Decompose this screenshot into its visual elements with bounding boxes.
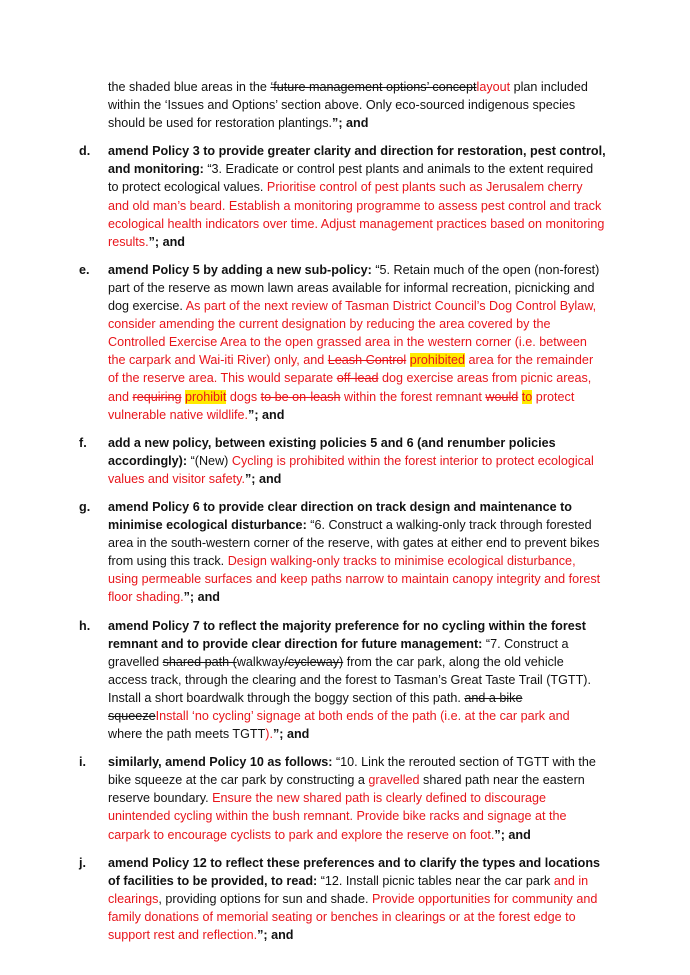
bold-text: ”; and [248, 407, 285, 422]
list-item-text [108, 261, 606, 424]
text-run: “3. Eradicate or control pest plants and animals to the extent required to protect ecological values. [108, 162, 594, 195]
bold-text: ”; and [244, 471, 282, 486]
text-run: walkway [236, 654, 285, 669]
inserted-text: Design walking-only tracks to minimise ecological disturbance, using permeable surfaces and keep paths narrow to maintain canopy integrity and forest floor shading. [108, 554, 601, 605]
list-marker: e. [79, 262, 90, 277]
inserted-text: Cycling is prohibited within the forest interior to protect ecological values and visitor safety. [108, 453, 594, 486]
deleted-text: to be on-leash [260, 389, 341, 404]
deleted-text: /cycleway) [284, 654, 344, 669]
deleted-text: and a bike squeeze [108, 690, 523, 723]
text-run: “7. Construct a gravelled [108, 636, 569, 669]
bold-text: ”; and [183, 590, 221, 605]
inserted-text: dogs [226, 389, 261, 404]
bold-text: ”; and [494, 827, 531, 842]
list-marker: g. [79, 499, 91, 514]
list-item-text [108, 854, 606, 944]
list-marker: f. [79, 435, 87, 450]
bold-text: amend Policy 7 to reflect the majority preference for no cycling within the forest remnant and to provide clear direction for future management: [108, 618, 586, 651]
inserted-text: Install ‘no cycling’ signage at both ends of the path (i.e. at the car park and [155, 709, 570, 723]
bold-text: add a new policy, between existing policies 5 and 6 (and renumber policies accordingly): [108, 435, 556, 468]
deleted-text: off-lead [336, 371, 379, 386]
inserted-text: As part of the next review of Tasman District Council’s Dog Control Bylaw, consider amending the current designation by reducing the area covered by the Controlled Exercise Area to the open grassed area in the western corner (i.e. between the carpark and Wai-iti River) only, and [108, 299, 597, 368]
list-item [79, 498, 606, 607]
bold-text: amend Policy 3 to provide greater clarity and direction for restoration, pest control, and monitoring: [108, 144, 606, 177]
list-marker: i. [79, 755, 86, 770]
bold-text: ”; and [257, 928, 294, 943]
list-marker: j. [79, 855, 86, 870]
bold-text: amend Policy 6 to provide clear direction on track design and maintenance to minimise ecological disturbance: [108, 499, 572, 533]
text-run: from the car park, along the old vehicle access track, through the clearing and the forest to Tasman’s Great Taste Trail (TGTT). Install a short boardwalk through the boggy section of this path. [108, 654, 591, 705]
deleted-text: ‘future management options’ concept [270, 80, 477, 94]
inserted-text: gravelled [368, 773, 420, 788]
text-run: plan included within the ‘Issues and Options’ section above. Only eco-sourced indigenous species should be used for restoration plantings. [108, 80, 588, 131]
deleted-text: would [485, 389, 519, 404]
list-item [79, 434, 606, 488]
list-item [79, 854, 606, 944]
list-marker: h. [79, 618, 91, 633]
list-item-text [108, 142, 606, 251]
intro-paragraph [108, 78, 606, 132]
deleted-text: Leash Control [327, 353, 407, 368]
bold-text: ”; and [148, 234, 185, 249]
inserted-text: layout [476, 80, 511, 94]
list-marker: d. [79, 144, 91, 159]
text-run: “10. Link the rerouted section of TGTT with the bike squeeze at the car park by constructing a [108, 755, 596, 788]
highlighted-insertion: prohibit [185, 389, 227, 404]
list-item-text [108, 434, 606, 488]
text-run: shared path near the eastern reserve boundary. [108, 773, 585, 806]
text-run: “6. Construct a walking-only track through forested area in the south-western corner of the reserve, with gates at either end to prevent bikes from using this track. [108, 518, 600, 569]
bold-text: similarly, amend Policy 10 as follows: [108, 755, 333, 770]
inserted-text: and in clearings [108, 873, 589, 906]
list-item [79, 617, 606, 744]
inserted-text: dog exercise areas from picnic areas, and [108, 371, 592, 404]
inserted-text: ). [265, 727, 273, 742]
bold-text: ”; and [332, 116, 369, 131]
bold-text: amend Policy 5 by adding a new sub-policy: [108, 262, 372, 277]
highlighted-insertion: prohibited [409, 353, 466, 368]
list-item-text [108, 617, 606, 744]
text-run: where the path meets TGTT [108, 727, 266, 742]
inserted-text: area for the remainder of the reserve area. This would separate [108, 353, 594, 386]
amendment-list [79, 142, 606, 944]
list-item [79, 261, 606, 424]
text-run: , providing options for sun and shade. [158, 891, 372, 906]
inserted-text: within the forest remnant [340, 389, 486, 404]
text-run: “12. Install picnic tables near the car park [317, 873, 554, 888]
inserted-text: Ensure the new shared path is clearly defined to discourage unintended cycling within the bush remnant. Provide bike racks and signage at the carpark to encourage cyclists to park and explore the reserve on foot. [108, 791, 567, 842]
text-run: “(New) [187, 453, 232, 468]
list-item [79, 142, 606, 251]
deleted-text: shared path ( [162, 654, 237, 669]
highlighted-insertion: to [521, 389, 533, 404]
list-item-text [108, 498, 606, 607]
inserted-text: Prioritise control of pest plants such as Jerusalem cherry and old man’s beard. Establish a monitoring programme to assess pest control and track ecological health indicators over time. Adjust management practices based on monitoring results. [108, 180, 605, 249]
bold-text: ”; and [272, 727, 310, 742]
text-run: the shaded blue areas in the [108, 80, 271, 94]
list-item [79, 753, 606, 843]
inserted-text: Provide opportunities for community and family donations of memorial seating or benches in clearings or at the forest edge to support rest and reflection. [108, 891, 598, 943]
text-run: “5. Retain much of the open (non-forest) part of the reserve as mown lawn areas available for informal recreation, picnicking and dog exercise. [108, 262, 600, 314]
inserted-text: protect vulnerable native wildlife. [108, 389, 575, 422]
list-item-text [108, 753, 606, 843]
bold-text: amend Policy 12 to reflect these preferences and to clarify the types and locations of facilities to be provided, to read: [108, 855, 601, 888]
deleted-text: requiring [132, 389, 182, 404]
